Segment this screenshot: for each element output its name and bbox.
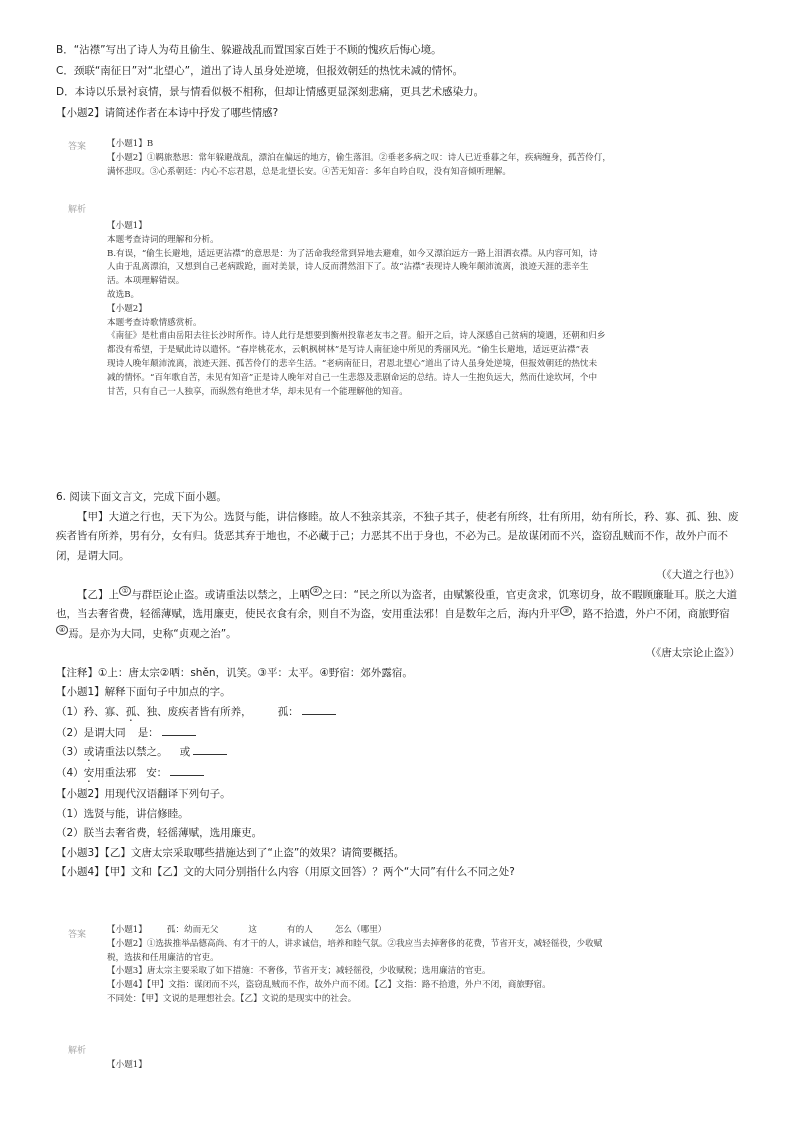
answer-text: 【小题1】	[107, 925, 147, 935]
item-text: 或	[179, 746, 191, 758]
analysis-line: 【小题2】	[107, 303, 147, 314]
answer-text: 有的人	[287, 925, 313, 935]
option-c: C．颈联“南征日”对“北望心”，道出了诗人虽身处逆境，但报效朝廷的热忱未减的情怀。	[56, 65, 464, 77]
passage-yi-text: 【乙】上	[77, 588, 119, 601]
analysis-line: 本题考查诗歌情感赏析。	[107, 317, 202, 328]
answer-line: 【小题1】B	[107, 139, 154, 149]
answer-label: 答案	[68, 930, 87, 940]
analysis-line: 减的情怀。“百年歌自苦，未见有知音”正是诗人晚年对自己一生悲怨及悲剧命运的总结。诗人一生抱负远大，然而仕途坎坷，个中	[107, 372, 598, 383]
analysis-label: 解析	[68, 1046, 87, 1056]
answer-line: 【小题4】【甲】文指：谋闭而不兴，盗窃乱贼而不作，故外户而不闭。【乙】文指：路不拾遗，外户不闭，商旅野宿。	[107, 980, 551, 991]
item-text: 是：	[137, 726, 159, 739]
note-marker: ②	[310, 586, 322, 596]
sub-question-1-item-3	[56, 743, 740, 764]
answer-text: 这	[248, 925, 258, 935]
answer-line: 【小题3】唐太宗主要采取了如下措施：不奢侈，节省开支；减轻徭役，少收赋税；选用廉洁的官吏。	[107, 966, 491, 977]
item-text: 、独、废疾者皆有所养，	[136, 705, 252, 718]
answer-label: 答案	[68, 142, 87, 152]
answer-blank[interactable]	[170, 765, 204, 776]
passage-yi-text: 之曰：“民之所以为盗者，由赋繁役重，官吏贪求，饥寒切身，故不暇顾廉耻耳。朕之大道也，当去奢省费，轻徭薄赋，选用廉吏，使民衣食有余，则自不为盗，安用重法邪！自是数年之后，海内升平	[56, 588, 738, 620]
sub-question-2-item-2: （2）朕当去奢省费，轻徭薄赋，选用廉吏。	[56, 827, 263, 839]
passage-yi	[56, 586, 740, 645]
option-b: B．“沾襟”写出了诗人为苟且偷生、躲避战乱而置国家百姓于不顾的愧疚后悔心境。	[56, 44, 442, 56]
passage-jia-source: （《大道之行也》）	[656, 569, 740, 581]
answer-blank[interactable]	[302, 704, 336, 715]
dotted-char: 安	[83, 767, 95, 779]
analysis-block	[107, 1059, 737, 1073]
analysis-line: 人由于乱离漂泊，又想到自己老病跋跄，面对美景，诗人反而潸然泪下了。故“沾襟”表现诗人晚年颠沛流离，浪迹天涯的悲辛生	[107, 262, 589, 273]
answer-line: 【小题2】①选拔推举品德高尚、有才干的人，讲求诚信，培养和睦气氛。②我应当去掉奢侈的花费，节省开支，减轻徭役，少收赋	[107, 938, 603, 949]
analysis-line: 本题考查诗词的理解和分析。	[107, 234, 219, 245]
passage-yi-text: ，路不拾遗，外户不闭，商旅野宿	[572, 608, 730, 620]
passage-yi-text: 与群臣论止盗。或请重法以禁之，上哂	[131, 588, 310, 601]
item-text: （3）	[56, 746, 84, 758]
note-marker: ①	[119, 586, 131, 596]
analysis-line: 【小题1】	[107, 221, 147, 231]
item-text: （4）	[56, 767, 84, 779]
answer-text: 怎么（哪里）	[334, 925, 387, 935]
answer-line	[107, 924, 737, 938]
item-text: 孤：	[277, 705, 299, 718]
answer-line: 税，选拔和任用廉洁的官吏。	[107, 952, 219, 963]
sub-question-1: 【小题1】解释下面句子中加点的字。	[56, 686, 231, 698]
analysis-line: 活。本项理解错误。	[107, 276, 185, 287]
note-marker: ③	[560, 606, 572, 616]
sub-question-3: 【小题3】【乙】文唐太宗采取哪些措施达到了“止盗”的效果？请简要概括。	[56, 846, 405, 859]
question-title: 6. 阅读下面文言文，完成下面小题。	[56, 491, 227, 503]
annotation-note: 【注释】①上：唐太宗②哂：shěn，讥笑。③平：太平。④野宿：郊外露宿。	[56, 666, 413, 679]
answer-line: 【小题2】①羁旅愁思：常年躲避战乱，漂泊在偏远的地方，偷生落泪。②垂老多病之叹：诗人已近垂暮之年，疾病缠身，孤苦伶仃，	[107, 152, 611, 163]
sub-question-2-item-1: （1）选贤与能，讲信修睦。	[56, 807, 189, 820]
sub-question-1-item-2	[56, 724, 740, 744]
passage-jia: 【甲】大道之行也，天下为公。选贤与能，讲信修睦。故人不独亲其亲，不独子其子，使老有所终，壮有所用，幼有所长，矜、寡、孤、独、废疾者皆有所养，男有分，女有归。货恶其弃于地也，不必藏于己；力恶其不出于身也，不必为己。是故谋闭而不兴，盗窃乱贼而不作，故外户而不闭，是谓大同。	[56, 510, 739, 562]
analysis-line: 《南征》是杜甫由岳阳去往长沙时所作。诗人此行是想要到衡州投靠老友韦之晋。船开之后，诗人深感自己贫病的境遇，还朝和归乡	[107, 331, 606, 342]
item-text: 请重法以禁之。	[94, 746, 168, 758]
sub-question-4: 【小题4】【甲】文和【乙】文的大同分别指什么内容（用原文回答）？两个“大同”有什么不同之处?	[56, 866, 515, 878]
item-text: 安：	[146, 767, 168, 779]
passage-yi-text: 焉。是亦为大同，史称“贞观之治”。	[68, 627, 237, 640]
analysis-line: 【小题1】	[107, 1060, 147, 1070]
passage-yi-source: （《唐太宗论止盗》）	[645, 647, 740, 659]
item-text: （1）矜、寡、	[56, 705, 126, 718]
analysis-line: 都没有希望，于是赋此诗以遣怀。“春岸桃花水，云帆枫树林”是写诗人南征途中所见的秀丽风光。“偷生长避地，适远更沾襟”表	[107, 345, 589, 356]
analysis-line: 故选B。	[107, 289, 140, 300]
sub-question-2: 【小题2】请简述作者在本诗中抒发了哪些情感?	[56, 107, 279, 119]
dotted-char: 孤	[125, 705, 137, 718]
sub-question-1-item-4	[56, 764, 740, 785]
analysis-line: B.有误，“偷生长避地，适远更沾襟”的意思是：为了活命我经常到异地去避难，如今又漂泊远方一路上泪洒衣襟。从内容可知，诗	[107, 248, 598, 259]
answer-blank[interactable]	[162, 725, 196, 736]
question-6	[56, 488, 740, 883]
answer-text: 孤：幼而无父	[166, 925, 219, 935]
note-marker: ④	[56, 625, 68, 635]
analysis-line: 现诗人晚年颠沛流离，浪迹天涯、孤苦伶仃的悲辛生活。“老病南征日，君恩北望心”道出了诗人虽身处逆境，但报效朝廷的热忱未	[107, 358, 598, 369]
dotted-char: 或	[83, 746, 95, 758]
option-d: D．本诗以乐景衬哀情，景与情看似极不相称，但却让情感更显深刻悲痛，更具艺术感染力。	[56, 86, 485, 98]
answer-line: 不同处：【甲】文说的是理想社会。【乙】文说的是现实中的社会。	[107, 993, 357, 1004]
sub-question-1-item-1	[56, 703, 740, 724]
answer-block	[107, 138, 737, 179]
analysis-line: 甘苦，只有自己一人独享，而纵然有绝世才华，却未见有一个能理解他的知音。	[107, 386, 408, 397]
answer-block	[107, 924, 737, 1007]
item-text: 用重法邪	[94, 767, 137, 779]
analysis-block	[107, 220, 737, 399]
sub-question-2: 【小题2】用现代汉语翻译下列句子。	[56, 788, 231, 800]
answer-line: 满怀悲叹。③心系朝廷：内心不忘君恩，总是北望长安。④苦无知音：多年自吟自叹，没有知音倾听理解。	[107, 166, 511, 177]
analysis-label: 解析	[68, 205, 87, 215]
answer-blank[interactable]	[193, 744, 227, 755]
item-text: （2）是谓大同	[56, 726, 126, 739]
